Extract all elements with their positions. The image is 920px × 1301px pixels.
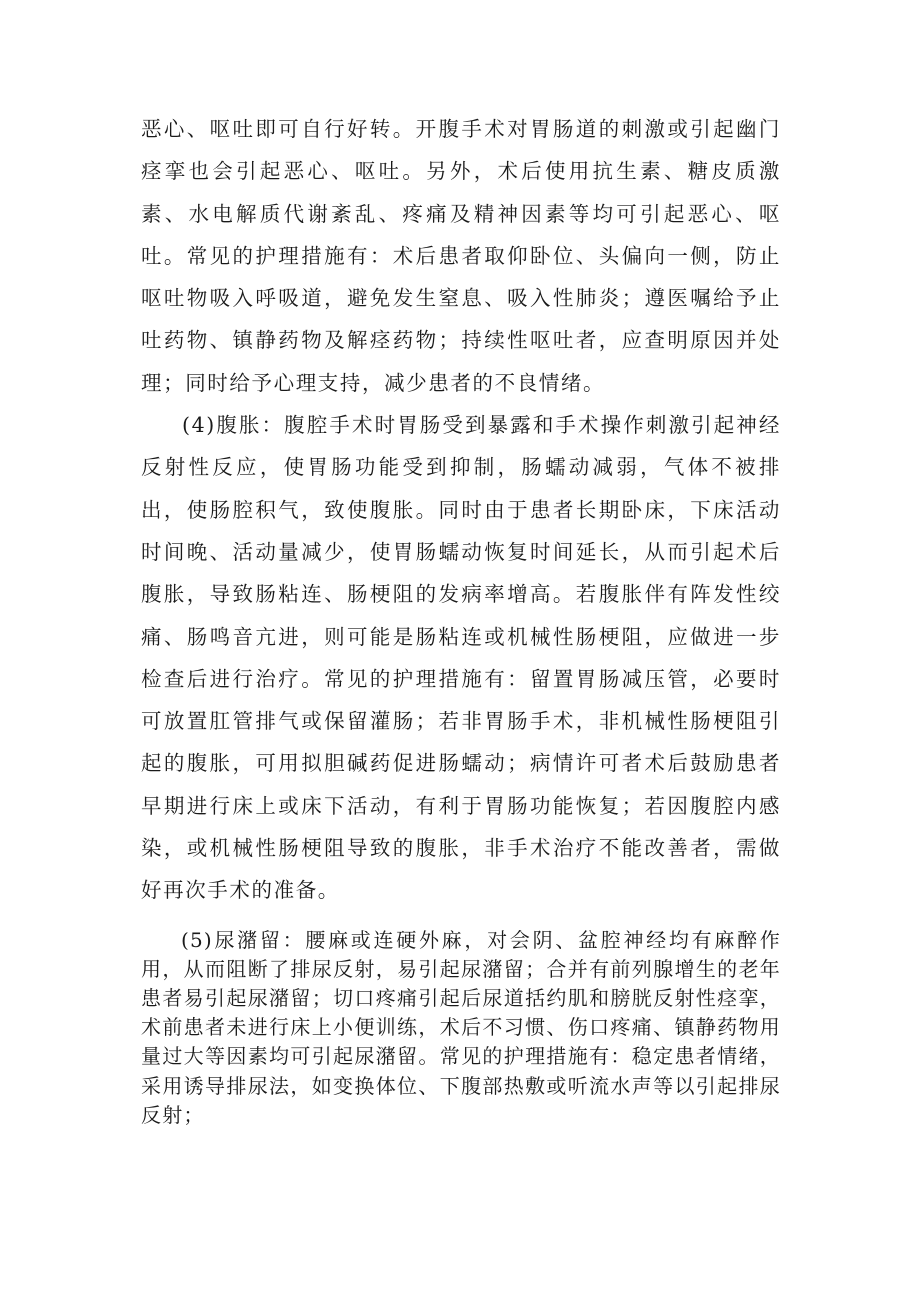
paragraph-urinary-retention: (5)尿潴留：腰麻或连硬外麻，对会阴、盆腔神经均有麻醉作用，从而阻断了排尿反射，易引起尿潴留；合并有前列腺增生的老年患者易引起尿潴留；切口疼痛引起后尿道括约肌和膀胱反射性痉挛，术前患者未进行床上小便训练，术后不习惯、伤口疼痛、镇静药物用量过大等因素均可引起尿潴留。常见的护理措施有：稳定患者情绪，采用诱导排尿法，如变换体位、下腹部热敷或听流水声等以引起排尿反射； [141,927,781,1127]
paragraph-abdominal-distension: (4)腹胀：腹腔手术时胃肠受到暴露和手术操作刺激引起神经反射性反应，使胃肠功能受到抑制，肠蠕动减弱，气体不被排出，使肠腔积气，致使腹胀。同时由于患者长期卧床，下床活动时间晚、活动量减少，使胃肠蠕动恢复时间延长，从而引起术后腹胀，导致肠粘连、肠梗阻的发病率增高。若腹胀伴有阵发性绞痛、肠鸣音亢进，则可能是肠粘连或机械性肠梗阻，应做进一步检查后进行治疗。常见的护理措施有：留置胃肠减压管，必要时可放置肛管排气或保留灌肠；若非胃肠手术，非机械性肠梗阻引起的腹胀，可用拟胆碱药促进肠蠕动；病情许可者术后鼓励患者早期进行床上或床下活动，有利于胃肠功能恢复；若因腹腔内感染，或机械性肠梗阻导致的腹胀，非手术治疗不能改善者，需做好再次手术的准备。 [141,413,781,903]
document-body [141,108,781,1130]
paragraph-nausea-vomiting: 恶心、呕吐即可自行好转。开腹手术对胃肠道的刺激或引起幽门痉挛也会引起恶心、呕吐。另外，术后使用抗生素、糖皮质激素、水电解质代谢紊乱、疼痛及精神因素等均可引起恶心、呕吐。常见的护理措施有：术后患者取仰卧位、头偏向一侧，防止呕吐物吸入呼吸道，避免发生窒息、吸入性肺炎；遵医嘱给予止吐药物、镇静药物及解痉药物；持续性呕吐者，应查明原因并处理；同时给予心理支持，减少患者的不良情绪。 [141,117,781,395]
